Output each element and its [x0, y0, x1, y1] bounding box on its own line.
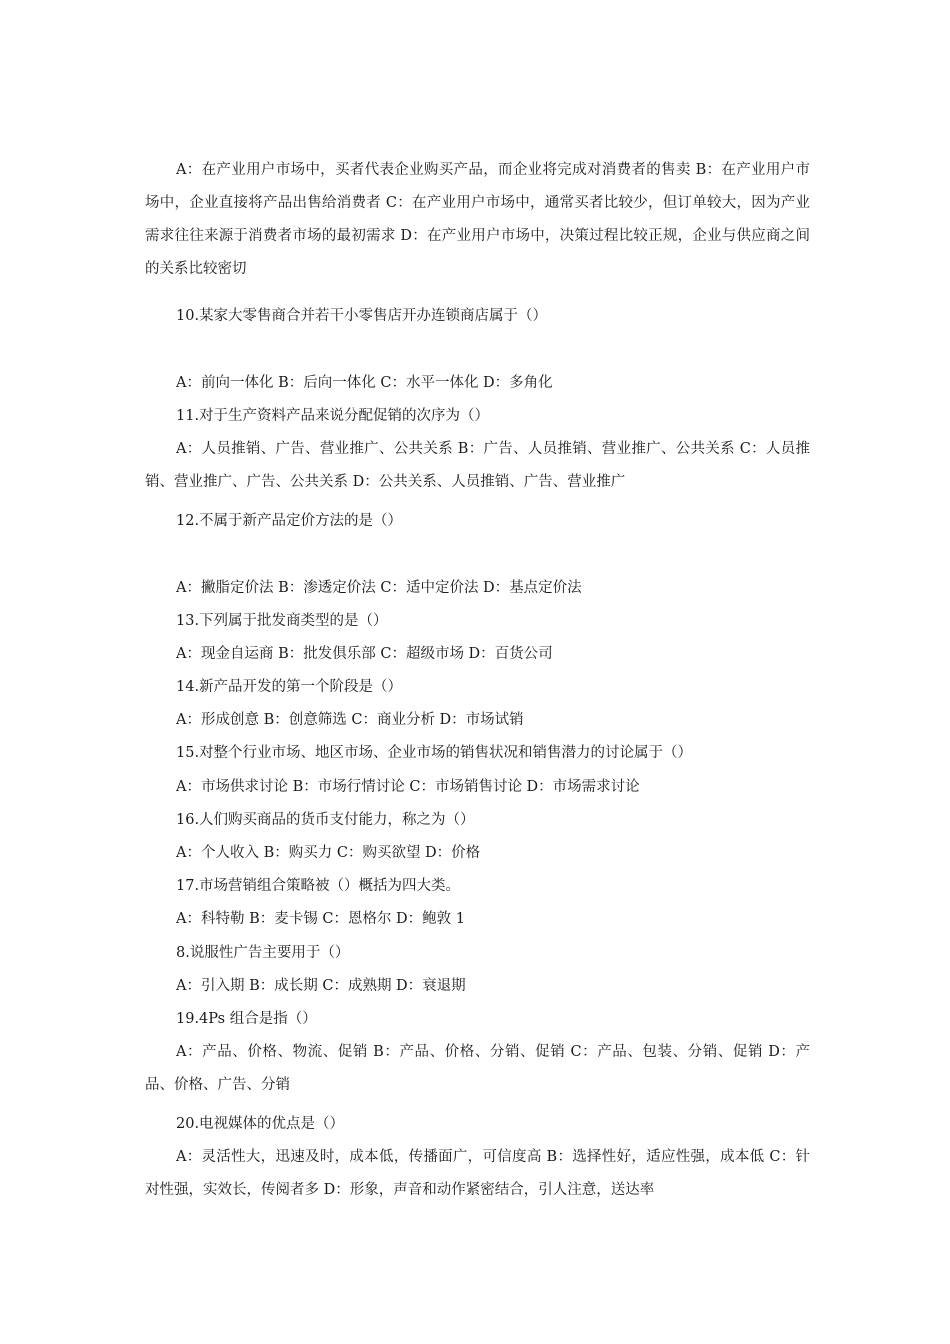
answer-options-16: A：个人收入 B：购买力 C：购买欲望 D：价格	[176, 845, 481, 861]
answer-options-17: A：科特勒 B：麦卡锡 C：恩格尔 D：鲍敦 1	[176, 911, 466, 927]
question-14: 14.新产品开发的第一个阶段是（）	[176, 679, 403, 695]
question-15: 15.对整个行业市场、地区市场、企业市场的销售状况和销售潜力的讨论属于（）	[176, 745, 693, 761]
question-10: 10.某家大零售商合并若干小零售店开办连锁商店属于（）	[176, 308, 548, 324]
question-16: 16.人们购买商品的货币支付能力，称之为（）	[176, 812, 475, 828]
answer-options-11: A：人员推销、广告、营业推广、公共关系 B：广告、人员推销、营业推广、公共关系 C：人员推销、营业推广、广告、公共关系 D：公共关系、人员推销、广告、营业推广	[145, 441, 810, 490]
question-18: 8.说服性广告主要用于（）	[176, 945, 350, 961]
question-20: 20.电视媒体的优点是（）	[176, 1116, 345, 1132]
answer-options-12: A：撇脂定价法 B：渗透定价法 C：适中定价法 D：基点定价法	[176, 580, 582, 596]
answer-options-13: A：现金自运商 B：批发俱乐部 C：超级市场 D：百货公司	[176, 646, 553, 662]
answer-options-20: A：灵活性大，迅速及时，成本低，传播面广，可信度高 B：选择性好，适应性强，成本低 C：针对性强，实效长，传阅者多 D：形象，声音和动作紧密结合，引人注意，送达率	[145, 1149, 810, 1198]
answer-options-18: A：引入期 B：成长期 C：成熟期 D：衰退期	[176, 978, 466, 994]
answer-options-9: A：在产业用户市场中，买者代表企业购买产品，而企业将完成对消费者的售卖 B：在产业用户市场中，企业直接将产品出售给消费者 C：在产业用户市场中，通常买者比较少，但订单较大，因为产业需求往往来源于消费者市场的最初需求 D：在产业用户市场中，决策过程比较正规，企业与供应商之间的关系比较密切	[145, 162, 810, 277]
question-11: 11.对于生产资料产品来说分配促销的次序为（）	[176, 408, 490, 424]
answer-options-19: A：产品、价格、物流、促销 B：产品、价格、分销、促销 C：产品、包装、分销、促销 D：产品、价格、广告、分销	[145, 1044, 810, 1093]
question-19: 19.4Ps 组合是指（）	[176, 1011, 317, 1027]
answer-options-15: A：市场供求讨论 B：市场行情讨论 C：市场销售讨论 D：市场需求讨论	[176, 779, 640, 795]
answer-options-10: A：前向一体化 B：后向一体化 C：水平一体化 D：多角化	[176, 375, 553, 391]
question-17: 17.市场营销组合策略被（）概括为四大类。	[176, 878, 461, 894]
question-13: 13.下列属于批发商类型的是（）	[176, 613, 388, 629]
answer-options-14: A：形成创意 B：创意筛选 C：商业分析 D：市场试销	[176, 712, 524, 728]
question-12: 12.不属于新产品定价方法的是（）	[176, 513, 403, 529]
